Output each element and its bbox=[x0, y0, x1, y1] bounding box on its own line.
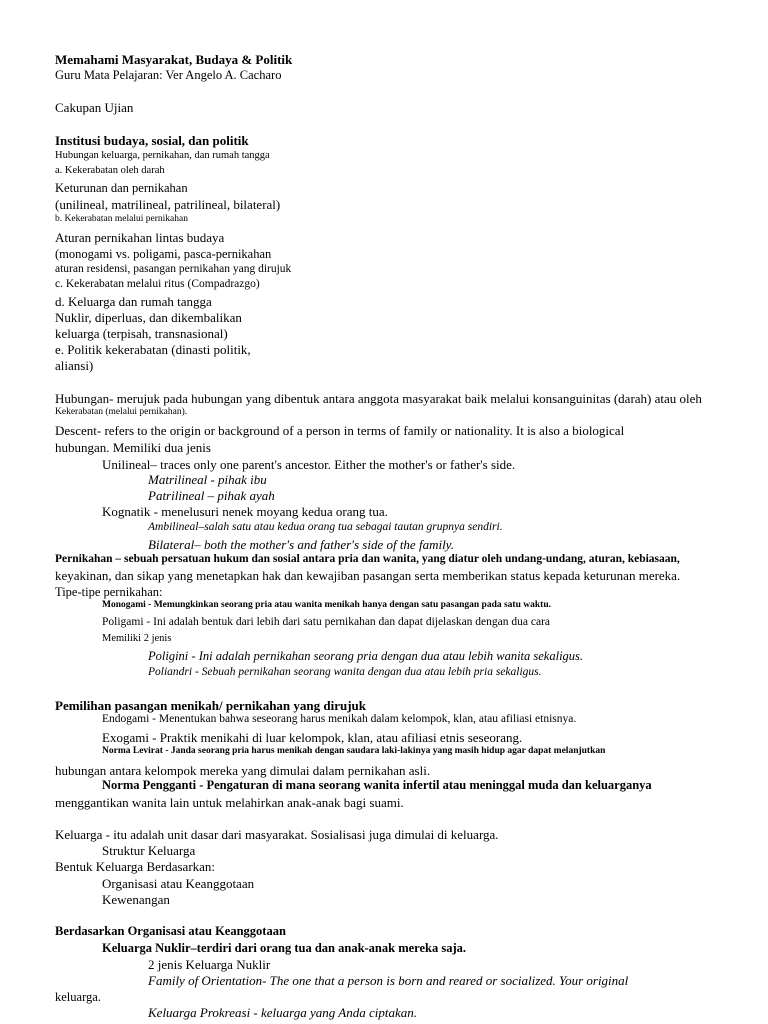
text-line: Ambilineal–salah satu atau kedua orang tua sebagai tautan grupnya sendiri. bbox=[148, 521, 503, 533]
text-line: Poligami - Ini adalah bentuk dari lebih dari satu pernikahan dan dapat dijelaskan dengan dua cara bbox=[102, 616, 551, 628]
text-line: keluarga. bbox=[55, 990, 101, 1004]
text-line: Unilineal– traces only one parent's ancestor. Either the mother's or father's side. bbox=[102, 457, 516, 472]
text-line: aturan residensi, pasangan pernikahan yang dirujuk bbox=[55, 263, 292, 275]
text-line: hubungan antara kelompok mereka yang dimulai dalam pernikahan asli. bbox=[55, 763, 431, 778]
text-line: c. Kekerabatan melalui ritus (Compadrazgo) bbox=[55, 278, 260, 290]
text-line: Keluarga Nuklir–terdiri dari orang tua dan anak-anak mereka saja. bbox=[102, 941, 467, 955]
text-line: Bentuk Keluarga Berdasarkan: bbox=[55, 859, 216, 874]
text-line: 2 jenis Keluarga Nuklir bbox=[148, 957, 271, 972]
section-heading-mate-selection: Pemilihan pasangan menikah/ pernikahan yang dirujuk bbox=[55, 698, 367, 713]
text-line: Kekerabatan (melalui pernikahan). bbox=[55, 407, 188, 417]
text-line: a. Kekerabatan oleh darah bbox=[55, 165, 165, 176]
text-line: Memiliki 2 jenis bbox=[102, 633, 172, 644]
text-line: Aturan pernikahan lintas budaya bbox=[55, 230, 225, 245]
text-line: keluarga (terpisah, transnasional) bbox=[55, 326, 228, 341]
text-line: Keluarga - itu adalah unit dasar dari masyarakat. Sosialisasi juga dimulai di keluarga. bbox=[55, 827, 499, 842]
text-line: (unilineal, matrilineal, patrilineal, bilateral) bbox=[55, 197, 281, 212]
text-line: d. Keluarga dan rumah tangga bbox=[55, 294, 212, 309]
text-line: Keturunan dan pernikahan bbox=[55, 181, 188, 195]
text-line: Monogami - Memungkinkan seorang pria atau wanita menikah hanya dengan satu pasangan pada satu waktu. bbox=[102, 600, 551, 610]
text-line: Exogami - Praktik menikahi di luar kelompok, klan, atau afiliasi etnis seseorang. bbox=[102, 730, 523, 745]
text-line: Organisasi atau Keanggotaan bbox=[102, 876, 255, 891]
text-line: Matrilineal - pihak ibu bbox=[148, 472, 267, 487]
text-line: b. Kekerabatan melalui pernikahan bbox=[55, 214, 188, 224]
text-line: (monogami vs. poligami, pasca-pernikahan bbox=[55, 247, 272, 261]
section-heading-organization: Berdasarkan Organisasi atau Keanggotaan bbox=[55, 924, 286, 938]
teacher-line: Guru Mata Pelajaran: Ver Angelo A. Cacharo bbox=[55, 68, 282, 82]
text-line: Struktur Keluarga bbox=[102, 843, 196, 858]
text-line: Keluarga Prokreasi - keluarga yang Anda ciptakan. bbox=[148, 1005, 417, 1020]
text-line: Nuklir, diperluas, dan dikembalikan bbox=[55, 310, 242, 325]
text-line: aliansi) bbox=[55, 358, 94, 373]
document-title: Memahami Masyarakat, Budaya & Politik bbox=[55, 52, 293, 67]
text-line: Norma Pengganti - Pengaturan di mana seorang wanita infertil atau meninggal muda dan keluarganya bbox=[102, 778, 652, 792]
text-line: keyakinan, dan sikap yang menetapkan hak dan kewajiban pasangan serta memberikan status kepada keturunan mereka. bbox=[55, 568, 681, 583]
text-line: Poliandri - Sebuah pernikahan seorang wanita dengan dua atau lebih pria sekaligus. bbox=[148, 666, 542, 678]
text-line: Hubungan keluarga, pernikahan, dan rumah tangga bbox=[55, 150, 270, 161]
text-line: Norma Levirat - Janda seorang pria harus menikah dengan saudara laki-lakinya yang masih hidup agar dapat melanjutkan bbox=[102, 746, 606, 756]
text-line: Pernikahan – sebuah persatuan hukum dan sosial antara pria dan wanita, yang diatur oleh undang-undang, aturan, kebiasaan, bbox=[55, 553, 680, 565]
text-line: Kewenangan bbox=[102, 892, 170, 907]
exam-scope-heading: Cakupan Ujian bbox=[55, 100, 134, 115]
section-heading-institutions: Institusi budaya, sosial, dan politik bbox=[55, 133, 249, 148]
text-line: menggantikan wanita lain untuk melahirkan anak-anak bagi suami. bbox=[55, 795, 404, 810]
text-line: hubungan. Memiliki dua jenis bbox=[55, 440, 211, 455]
text-line: Hubungan- merujuk pada hubungan yang dibentuk antara anggota masyarakat baik melalui konsanguinitas (darah) atau oleh bbox=[55, 391, 702, 406]
text-line: Descent- refers to the origin or background of a person in terms of family or nationality. It is also a biological bbox=[55, 423, 625, 438]
text-line: Family of Orientation- The one that a person is born and reared or socialized. Your original bbox=[148, 973, 629, 988]
text-line: Tipe-tipe pernikahan: bbox=[55, 585, 163, 599]
text-line: Poligini - Ini adalah pernikahan seorang pria dengan dua atau lebih wanita sekaligus. bbox=[148, 649, 584, 663]
text-line: Bilateral– both the mother's and father's side of the family. bbox=[148, 537, 454, 552]
text-line: Kognatik - menelusuri nenek moyang kedua orang tua. bbox=[102, 504, 388, 519]
text-line: Patrilineal – pihak ayah bbox=[148, 488, 275, 503]
text-line: e. Politik kekerabatan (dinasti politik, bbox=[55, 342, 251, 357]
text-line: Endogami - Menentukan bahwa seseorang harus menikah dalam kelompok, klan, atau afiliasi etnisnya. bbox=[102, 713, 577, 725]
